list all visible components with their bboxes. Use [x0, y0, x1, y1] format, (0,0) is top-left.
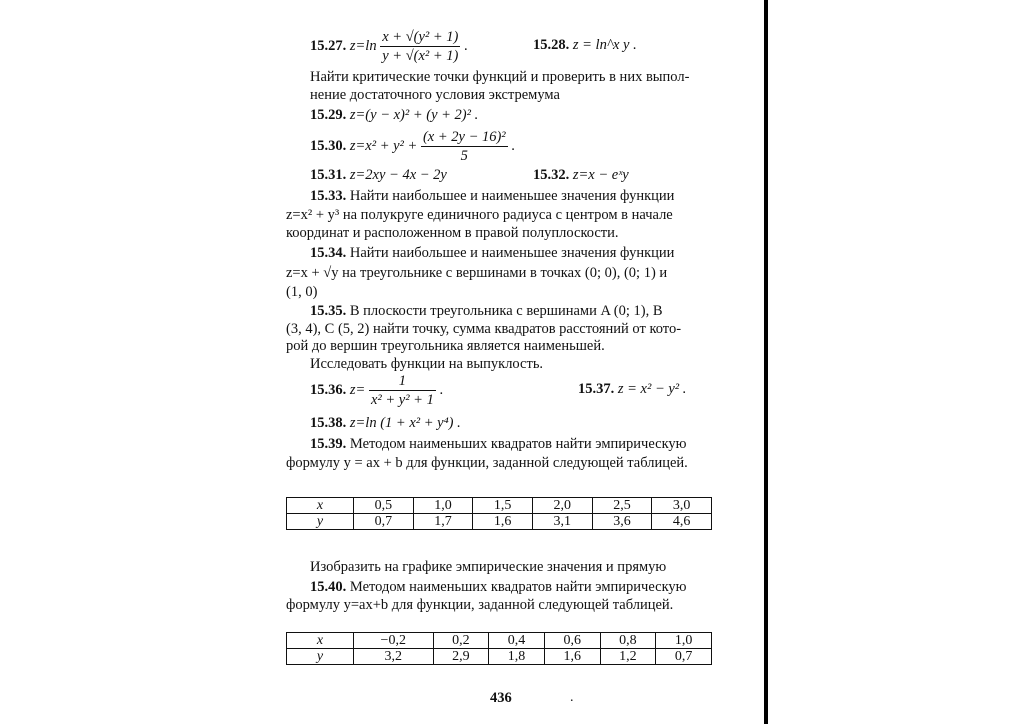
- formula: z=ln (1 + x² + y⁴) .: [349, 415, 461, 431]
- formula: z=(y − x)² + (y + 2)² .: [349, 107, 479, 123]
- table-cell: 0,2: [433, 633, 489, 649]
- table-cell: 0,6: [544, 633, 600, 649]
- problem-number: 15.28.: [533, 37, 570, 53]
- problem-number: 15.30.: [310, 137, 347, 154]
- denominator: 5: [460, 148, 468, 164]
- row-label: x: [287, 633, 354, 649]
- problem-text-line: (1, 0): [286, 284, 318, 300]
- formula-prefix: z=: [349, 381, 366, 398]
- problem-15-32: [533, 166, 629, 184]
- formula-suffix: .: [439, 381, 444, 398]
- row-label: y: [287, 649, 354, 665]
- table-cell: 3,2: [354, 649, 434, 665]
- stray-mark: .: [570, 690, 574, 705]
- formula: z = ln^x y .: [572, 37, 637, 53]
- problem-number: 15.38.: [310, 415, 347, 431]
- table-cell: 0,5: [354, 498, 414, 514]
- fraction: [421, 128, 508, 165]
- table-cell: 3,1: [532, 514, 592, 530]
- instruction-line: нение достаточного условия экстремума: [310, 87, 560, 103]
- problem-number: 15.34.: [310, 245, 347, 261]
- table-row-y: [287, 649, 712, 665]
- table-cell: 2,5: [592, 498, 652, 514]
- table-cell: 1,5: [473, 498, 533, 514]
- problem-text-line: z=x + √y на треугольнике с вершинами в точках (0; 0), (0; 1) и: [286, 265, 668, 281]
- table-cell: 2,9: [433, 649, 489, 665]
- problem-15-31: [310, 166, 447, 184]
- fraction: [369, 372, 436, 409]
- problem-15-39: [310, 435, 687, 453]
- table-cell: 0,7: [354, 514, 414, 530]
- formula-prefix: z=ln: [349, 37, 377, 54]
- page-edge-line: [764, 0, 768, 724]
- problem-15-36: [310, 372, 443, 409]
- problem-number: 15.36.: [310, 381, 347, 398]
- problem-text: Методом наименьших квадратов найти эмпирическую: [349, 579, 687, 595]
- row-label: x: [287, 498, 354, 514]
- row-label: y: [287, 514, 354, 530]
- formula: z = x² − y² .: [617, 381, 687, 397]
- formula-prefix: z=x² + y² +: [349, 137, 418, 154]
- problem-text: Найти наибольшее и наименьшее значения функции: [349, 188, 675, 204]
- problem-number: 15.39.: [310, 436, 347, 452]
- problem-number: 15.31.: [310, 167, 347, 183]
- table-cell: 1,7: [413, 514, 473, 530]
- problem-text: Методом наименьших квадратов найти эмпирическую: [349, 436, 687, 452]
- problem-number: 15.27.: [310, 37, 347, 54]
- table-row-y: [287, 514, 712, 530]
- table-cell: 3,0: [652, 498, 712, 514]
- problem-15-27: [310, 28, 468, 65]
- denominator: y + √(x² + 1): [382, 48, 459, 64]
- formula-suffix: .: [511, 137, 515, 154]
- problem-text-line: координат и расположенном в правой полуплоскости.: [286, 225, 619, 241]
- problem-number: 15.37.: [578, 381, 615, 397]
- problem-15-29: [310, 106, 478, 124]
- problem-text-line: z=x² + y³ на полукруге единичного радиуса с центром в начале: [286, 207, 673, 223]
- table-cell: 1,0: [413, 498, 473, 514]
- denominator: x² + y² + 1: [370, 392, 434, 408]
- problem-number: 15.35.: [310, 303, 347, 319]
- numerator: x + √(y² + 1): [382, 29, 459, 45]
- problem-number: 15.29.: [310, 107, 347, 123]
- problem-number: 15.32.: [533, 167, 570, 183]
- problem-text-line: формулу y = ax + b для функции, заданной следующей таблицей.: [286, 455, 688, 471]
- table-cell: 1,2: [600, 649, 656, 665]
- problem-15-35: [310, 302, 663, 320]
- problem-text-line: формулу y=ax+b для функции, заданной следующей таблицей.: [286, 597, 674, 613]
- table-row-x: [287, 498, 712, 514]
- fraction: [380, 28, 460, 65]
- table-cell: 4,6: [652, 514, 712, 530]
- problem-text-line: рой до вершин треугольника является наименьшей.: [286, 338, 605, 354]
- data-table-2: [286, 632, 712, 665]
- instruction-line: Найти критические точки функций и проверить в них выпол-: [310, 69, 690, 85]
- table-cell: 1,8: [489, 649, 545, 665]
- problem-text: Найти наибольшее и наименьшее значения функции: [349, 245, 675, 261]
- problem-number: 15.40.: [310, 579, 347, 595]
- formula: z=2xy − 4x − 2y: [349, 167, 447, 183]
- instruction-line: Исследовать функции на выпуклость.: [310, 356, 544, 372]
- numerator: (x + 2y − 16)²: [422, 129, 506, 145]
- problem-15-34: [310, 244, 674, 262]
- table-cell: 1,6: [544, 649, 600, 665]
- table-cell: 0,4: [489, 633, 545, 649]
- table-cell: 1,0: [656, 633, 712, 649]
- problem-text: В плоскости треугольника с вершинами A (0; 1), B: [349, 303, 663, 319]
- numerator: 1: [369, 372, 436, 391]
- problem-15-28: [533, 36, 637, 54]
- problem-15-38: [310, 414, 461, 432]
- table-cell: 0,8: [600, 633, 656, 649]
- page-number: 436: [490, 690, 512, 706]
- table-row-x: [287, 633, 712, 649]
- table-cell: −0,2: [354, 633, 434, 649]
- table-cell: 2,0: [532, 498, 592, 514]
- problem-text-line: (3, 4), C (5, 2) найти точку, сумма квадратов расстояний от кото-: [286, 321, 682, 337]
- formula-suffix: .: [464, 37, 468, 54]
- problem-15-40: [310, 578, 687, 596]
- table-cell: 0,7: [656, 649, 712, 665]
- data-table-1: [286, 497, 712, 530]
- formula: z=x − eˣy: [572, 167, 629, 183]
- problem-15-30: [310, 128, 515, 165]
- table-cell: 3,6: [592, 514, 652, 530]
- instruction-line: Изобразить на графике эмпирические значения и прямую: [310, 559, 667, 575]
- table-cell: 1,6: [473, 514, 533, 530]
- problem-15-37: [578, 380, 686, 398]
- problem-number: 15.33.: [310, 188, 347, 204]
- problem-15-33: [310, 187, 674, 205]
